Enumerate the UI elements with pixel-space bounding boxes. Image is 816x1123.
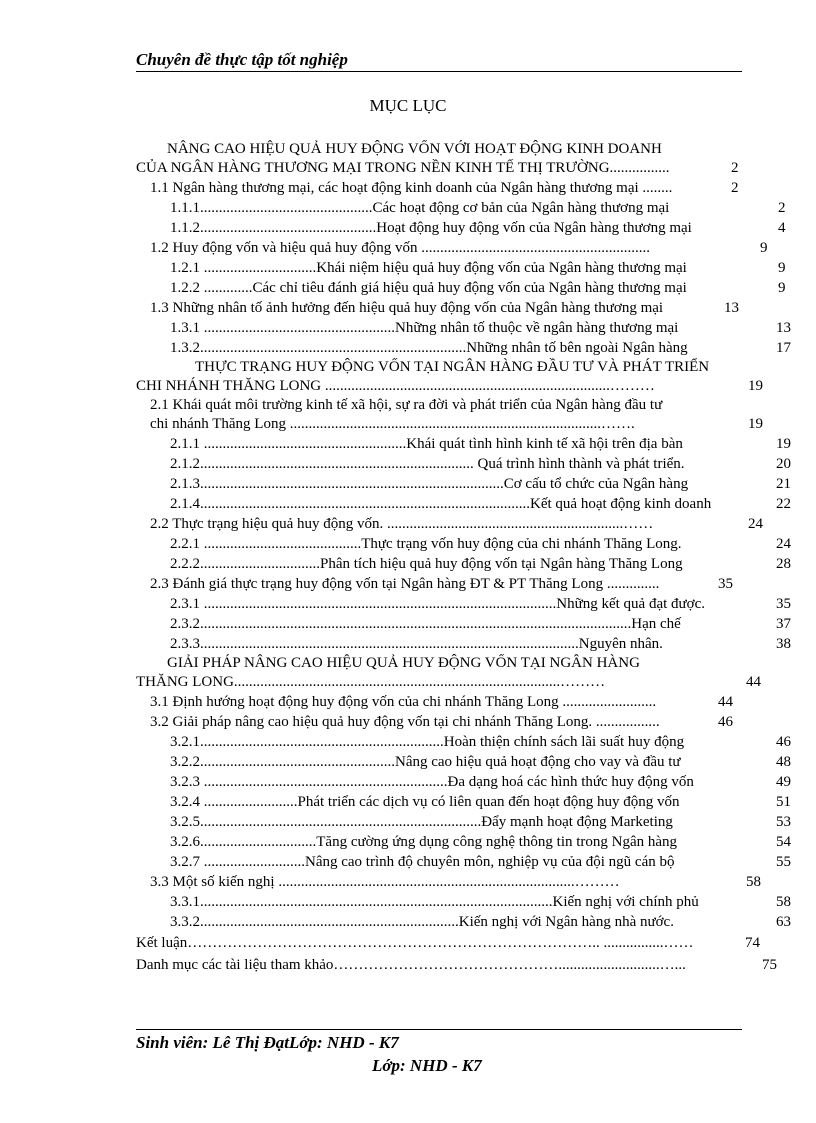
toc-page-number: 38: [776, 636, 791, 652]
toc-line: 1.1 Ngân hàng thương mại, các hoạt động kinh doanh của Ngân hàng thương mại ........: [150, 180, 673, 196]
toc-line: 3.2.4 .........................Phát triển các dịch vụ có liên quan đến hoạt động huy động vốn: [170, 794, 680, 810]
toc-line: THĂNG LONG.......................................................................................………: [136, 674, 606, 690]
toc-page-number: 20: [776, 456, 791, 472]
toc-page-number: 22: [776, 496, 791, 512]
toc-page-number: 35: [718, 576, 733, 592]
toc-line: 1.3 Những nhân tố ảnh hưởng đến hiệu quả huy động vốn của Ngân hàng thương mại: [150, 300, 664, 316]
toc-page-number: 54: [776, 834, 791, 850]
toc-page-number: 9: [778, 260, 786, 276]
toc-line: 1.2.2 .............Các chỉ tiêu đánh giá hiệu quả huy động vốn của Ngân hàng thương mại: [170, 280, 687, 296]
toc-line: 3.2 Giải pháp nâng cao hiệu quả huy động vốn tại chi nhánh Thăng Long. .................: [150, 714, 660, 730]
toc-line: 1.1.2...............................................Hoạt động huy động vốn của Ngân hàng thương mại: [170, 220, 692, 236]
toc-page-number: 75: [762, 957, 777, 973]
toc-line: 2.1.2......................................................................... Quá trình hình thành và phát triển.: [170, 456, 685, 472]
toc-page-number: 9: [760, 240, 768, 256]
toc-line: GIẢI PHÁP NÂNG CAO HIỆU QUẢ HUY ĐỘNG VỐN TẠI NGÂN HÀNG: [167, 655, 640, 671]
toc-page-number: 24: [748, 516, 763, 532]
toc-line: NÂNG CAO HIỆU QUẢ HUY ĐỘNG VỐN VỚI HOẠT ĐỘNG KINH DOANH: [167, 141, 662, 157]
toc-line: 3.2.7 ...........................Nâng cao trình độ chuyên môn, nghiệp vụ của đội ngũ cán bộ: [170, 854, 675, 870]
toc-line: Danh mục các tài liệu tham khảo………………………………………...........................…...: [136, 957, 686, 973]
toc-line: 2.3 Đánh giá thực trạng huy động vốn tại Ngân hàng ĐT & PT Thăng Long ..............: [150, 576, 660, 592]
toc-page-number: 51: [776, 794, 791, 810]
header-rule: [136, 71, 742, 72]
toc-line: 2.1.4........................................................................................Kết quả hoạt động kinh doanh: [170, 496, 712, 512]
toc-line: 3.3 Một số kiến nghị ...............................................................................………: [150, 874, 620, 890]
toc-line: 3.1 Định hướng hoạt động huy động vốn của chi nhánh Thăng Long .........................: [150, 694, 657, 710]
toc-page-number: 74: [745, 935, 760, 951]
footer-class: Lớp: NHD - K7: [372, 1056, 482, 1075]
toc-title: MỤC LỤC: [369, 96, 447, 115]
toc-line: 2.2.2................................Phân tích hiệu quả huy động vốn tại Ngân hàng Thăng Long: [170, 556, 683, 572]
toc-line: 1.2 Huy động vốn và hiệu quả huy động vốn .............................................................: [150, 240, 650, 256]
toc-page-number: 53: [776, 814, 791, 830]
toc-page-number: 13: [776, 320, 791, 336]
toc-page-number: 13: [724, 300, 739, 316]
footer-student: Sinh viên: Lê Thị ĐạtLớp: NHD - K7: [136, 1033, 399, 1052]
toc-page-number: 48: [776, 754, 791, 770]
toc-line: 3.3.2.....................................................................Kiến nghị với Ngân hàng nhà nước.: [170, 914, 674, 930]
toc-page-number: 58: [746, 874, 761, 890]
toc-line: 1.1.1..............................................Các hoạt động cơ bản của Ngân hàng thương mại: [170, 200, 670, 216]
toc-page-number: 46: [776, 734, 791, 750]
toc-page-number: 17: [776, 340, 791, 356]
toc-line: CỦA NGÂN HÀNG THƯƠNG MẠI TRONG NỀN KINH TẾ THỊ TRƯỜNG................: [136, 160, 670, 176]
toc-line: 2.1.1 ......................................................Khái quát tình hình kinh tế xã hội trên địa bàn: [170, 436, 683, 452]
toc-page-number: 21: [776, 476, 791, 492]
toc-line: 2.1.3.................................................................................Cơ cấu tổ chức của Ngân hàng: [170, 476, 689, 492]
toc-line: 2.1 Khái quát môi trường kinh tế xã hội, sự ra đời và phát triển của Ngân hàng đầu tư: [150, 397, 663, 413]
toc-page-number: 2: [731, 160, 739, 176]
toc-page-number: 44: [746, 674, 761, 690]
toc-page-number: 55: [776, 854, 791, 870]
toc-page-number: 19: [748, 416, 763, 432]
page-header-title: Chuyên đề thực tập tốt nghiệp: [136, 50, 348, 69]
toc-page-number: 49: [776, 774, 791, 790]
toc-page-number: 58: [776, 894, 791, 910]
toc-page-number: 2: [731, 180, 739, 196]
toc-page-number: 37: [776, 616, 791, 632]
toc-page-number: 19: [776, 436, 791, 452]
toc-page-number: 9: [778, 280, 786, 296]
toc-line: Kết luận……………………………………………………………………….. ................……: [136, 935, 694, 951]
toc-line: 3.2.1.................................................................Hoàn thiện chính sách lãi suất huy động: [170, 734, 685, 750]
toc-page-number: 44: [718, 694, 733, 710]
toc-line: 2.2.1 ..........................................Thực trạng vốn huy động của chi nhánh Thăng Long.: [170, 536, 682, 552]
toc-page-number: 35: [776, 596, 791, 612]
toc-line: 2.2 Thực trạng hiệu quả huy động vốn. ...............................................................……: [150, 516, 654, 532]
toc-line: 1.3.2.......................................................................Những nhân tố bên ngoài Ngân hàng: [170, 340, 688, 356]
toc-line: 2.3.1 ..............................................................................................Những kết quả đạt được.: [170, 596, 705, 612]
toc-line: THỰC TRẠNG HUY ĐỘNG VỐN TẠI NGÂN HÀNG ĐẦU TƯ VÀ PHÁT TRIỂN: [195, 359, 710, 375]
toc-line: 3.2.6...............................Tăng cường ứng dụng công nghệ thông tin trong Ngân hàng: [170, 834, 678, 850]
toc-line: 3.2.2....................................................Nâng cao hiệu quả hoạt động cho vay và đầu tư: [170, 754, 681, 770]
footer-rule: [136, 1029, 742, 1030]
toc-page-number: 2: [778, 200, 786, 216]
toc-page-number: 19: [748, 378, 763, 394]
toc-page-number: 63: [776, 914, 791, 930]
toc-page-number: 24: [776, 536, 791, 552]
toc-line: chi nhánh Thăng Long ...................................................................................…….: [150, 416, 635, 432]
toc-line: 3.2.5...........................................................................Đẩy mạnh hoạt động Marketing: [170, 814, 673, 830]
toc-line: CHI NHÁNH THĂNG LONG ............................................................................………: [136, 378, 655, 394]
toc-line: 1.3.1 ...................................................Những nhân tố thuộc về ngân hàng thương mại: [170, 320, 679, 336]
toc-page-number: 28: [776, 556, 791, 572]
toc-line: 3.3.1..............................................................................................Kiến nghị với chính phủ: [170, 894, 699, 910]
toc-line: 1.2.1 ..............................Khái niệm hiệu quả huy động vốn của Ngân hàng thương mại: [170, 260, 687, 276]
toc-line: 2.3.3.....................................................................................................Nguyên nhân.: [170, 636, 663, 652]
toc-line: 3.2.3 .................................................................Đa dạng hoá các hình thức huy động vốn: [170, 774, 694, 790]
toc-page-number: 46: [718, 714, 733, 730]
toc-line: 2.3.2...................................................................................................................Hạn chế: [170, 616, 681, 632]
toc-page-number: 4: [778, 220, 786, 236]
